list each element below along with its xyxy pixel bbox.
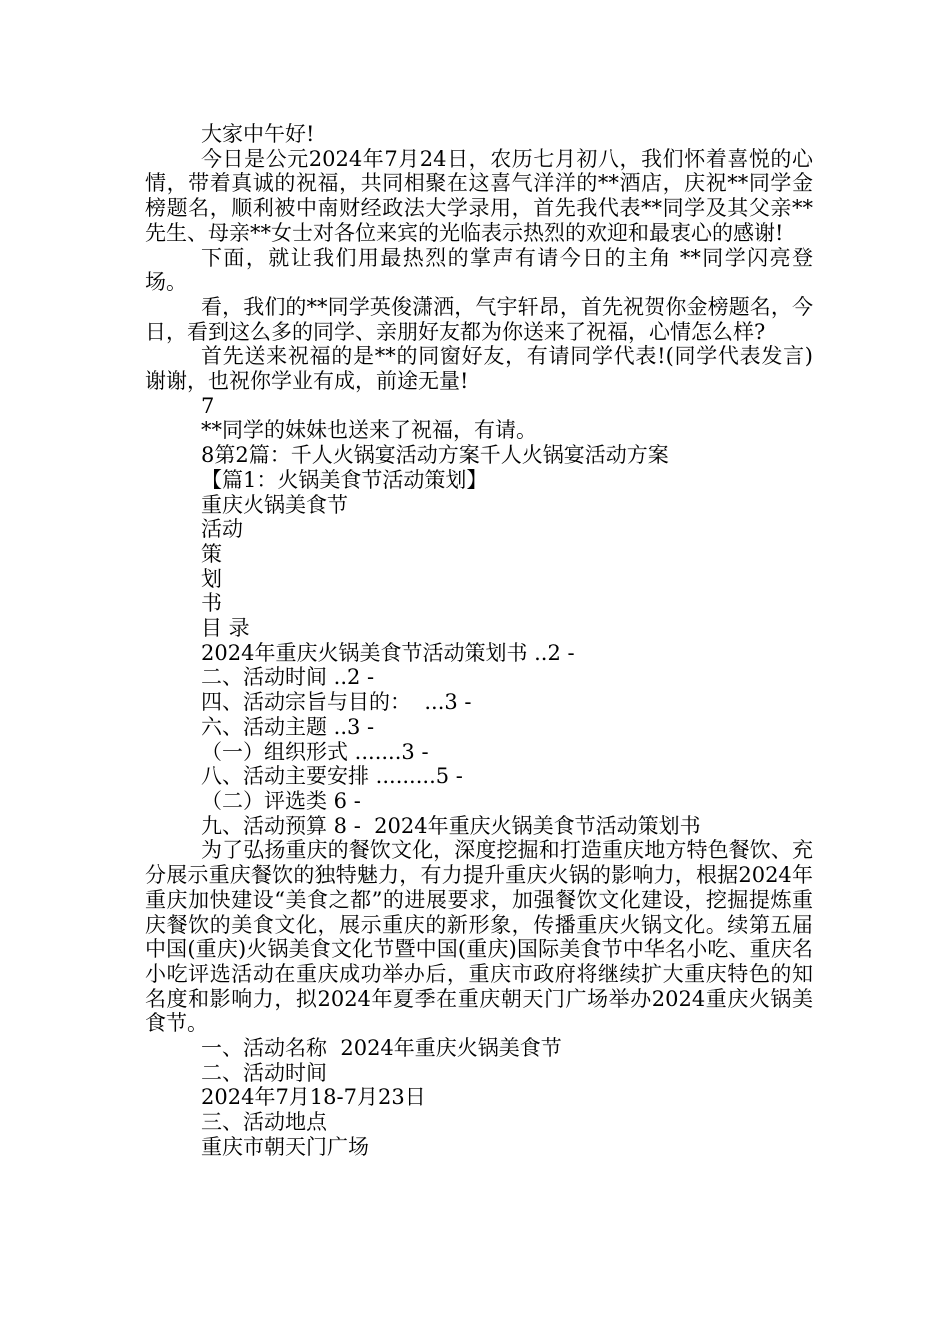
text-line: 九、活动预算 8 - 2024年重庆火锅美食节活动策划书 <box>201 813 701 838</box>
text-line: 书 <box>201 591 222 616</box>
text-line: 活动 <box>201 517 243 542</box>
document-body <box>145 122 813 1160</box>
text-line: 三、活动地点 <box>201 1110 327 1135</box>
text-line: 六、活动主题 ..3 - <box>201 714 375 739</box>
text-line: 四、活动宗旨与目的： ...3 - <box>201 690 472 715</box>
body-paragraph: 为了弘扬重庆的餐饮文化，深度挖掘和打造重庆地方特色餐饮、充分展示重庆餐饮的独特魅力，有力提升重庆火锅的影响力，根据2024年重庆加快建设“美食之都”的进展要求，加强餐饮文化建设，挖掘提炼重庆餐饮的美食文化，展示重庆的新形象，传播重庆火锅文化。续第五届中国(重庆)火锅美食文化节暨中国(重庆)国际美食节中华名小吃、重庆名小吃评选活动在重庆成功举办后，重庆市政府将继续扩大重庆特色的知名度和影响力，拟2024年夏季在重庆朝天门广场举办2024重庆火锅美食节。 <box>145 838 813 1036</box>
text-line: 一、活动名称 2024年重庆火锅美食节 <box>201 1036 562 1061</box>
text-line: （一）组织形式 .......3 - <box>201 739 429 764</box>
body-paragraph: 今日是公元2024年7月24日，农历七月初八，我们怀着喜悦的心情，带着真诚的祝福，共同相聚在这喜气洋洋的**酒店，庆祝**同学金榜题名，顺利被中南财经政法大学录用，首先我代表**同学及其父亲**先生、母亲**女士对各位来宾的光临表示热烈的欢迎和最衷心的感谢! <box>145 146 813 245</box>
text-line: 重庆火锅美食节 <box>201 492 348 517</box>
text-line: 八、活动主要安排 .........5 - <box>201 764 463 789</box>
text-line: 【篇1：火锅美食节活动策划】 <box>201 467 488 492</box>
text-line: **同学的妹妹也送来了祝福，有请。 <box>201 418 537 443</box>
body-paragraph: 看，我们的**同学英俊潇洒，气宇轩昂，首先祝贺你金榜题名，今日，看到这么多的同学、亲朋好友都为你送来了祝福，心情怎么样? <box>145 294 813 344</box>
text-line: 划 <box>201 566 222 591</box>
text-line: 7 <box>201 393 215 418</box>
text-line: 目 录 <box>201 616 250 641</box>
text-line: 重庆市朝天门广场 <box>201 1134 369 1159</box>
body-paragraph: 大家中午好! <box>201 122 315 146</box>
text-line: 2024年重庆火锅美食节活动策划书 ..2 - <box>201 640 575 665</box>
text-line: 二、活动时间 ..2 - <box>201 665 375 690</box>
text-line: （二）评选类 6 - <box>201 788 361 813</box>
body-paragraph: 下面，就让我们用最热烈的掌声有请今日的主角 **同学闪亮登场。 <box>145 245 813 295</box>
text-line: 8第2篇：千人火锅宴活动方案千人火锅宴活动方案 <box>201 443 669 468</box>
text-line: 2024年7月18-7月23日 <box>201 1085 426 1110</box>
text-line: 二、活动时间 <box>201 1060 327 1085</box>
body-paragraph: 首先送来祝福的是**的同窗好友，有请同学代表!(同学代表发言)谢谢，也祝你学业有成，前途无量! <box>145 344 813 394</box>
text-line: 策 <box>201 541 222 566</box>
